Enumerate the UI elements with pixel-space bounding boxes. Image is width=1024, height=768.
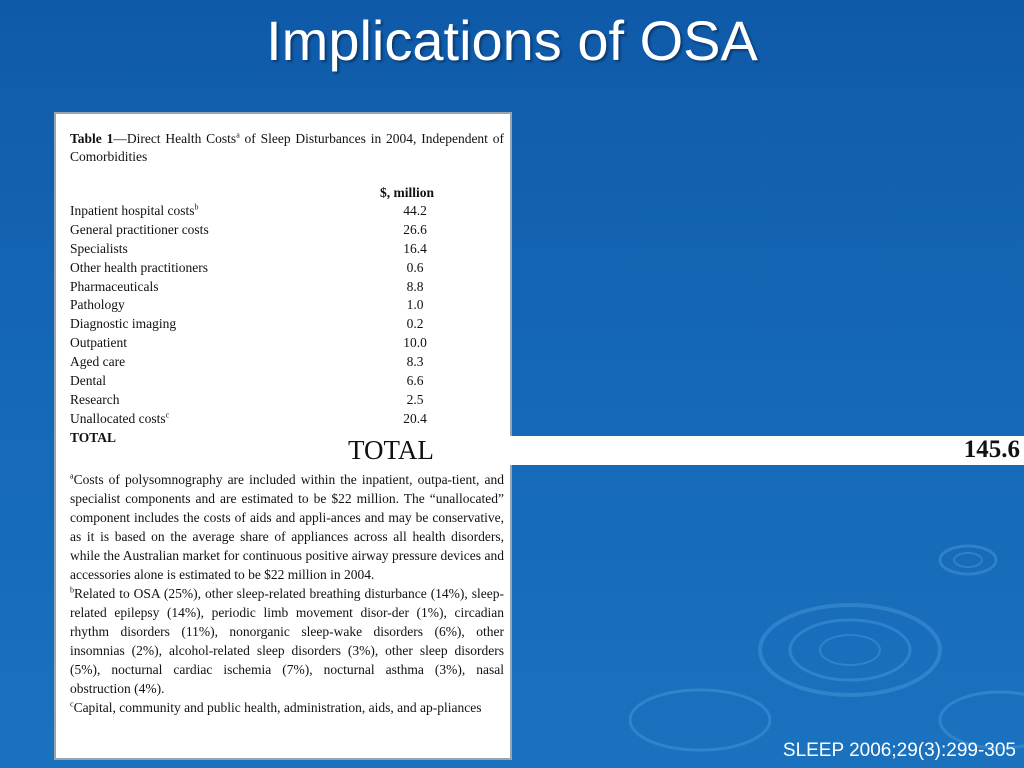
table-row <box>70 334 504 353</box>
row-footnote-mark: b <box>194 202 199 212</box>
row-value: 2.5 <box>406 391 424 407</box>
row-label: Pathology <box>70 297 125 313</box>
row-label: Unallocated costs$^c$ <box>70 410 170 426</box>
table-row <box>70 372 504 391</box>
row-value: 10.0 <box>403 335 427 351</box>
table-row <box>70 353 504 372</box>
row-label: Dental <box>70 373 106 389</box>
table-body <box>70 202 504 429</box>
row-value: 1.0 <box>406 297 424 313</box>
row-label: General practitioner costs <box>70 221 209 237</box>
table-row <box>70 296 504 315</box>
table-caption <box>70 130 504 166</box>
row-value: 20.4 <box>403 410 427 426</box>
footnote <box>70 470 504 584</box>
footnote <box>70 698 504 717</box>
slide-title: Implications of OSA <box>266 9 758 72</box>
footnote-text: Capital, community and public health, administration, aids, and ap-pliances <box>73 700 482 715</box>
zoom-total-label: TOTAL <box>348 435 434 465</box>
table-row <box>70 240 504 259</box>
table-row <box>70 202 504 221</box>
table-row <box>70 410 504 429</box>
table-label: Table 1 <box>70 131 114 146</box>
row-label: Research <box>70 391 120 407</box>
row-value: 44.2 <box>403 203 427 218</box>
table-row <box>70 259 504 278</box>
row-value: 0.6 <box>406 259 424 275</box>
row-label: Outpatient <box>70 335 127 351</box>
citation: SLEEP 2006;29(3):299-305 <box>782 740 1016 761</box>
row-value: 16.4 <box>403 240 427 256</box>
footnote-mark: b <box>70 585 74 595</box>
table-footnotes <box>70 470 504 717</box>
row-value: 6.6 <box>406 373 424 389</box>
column-header: $, million <box>380 185 435 200</box>
row-value: 8.3 <box>406 354 424 370</box>
row-label: Specialists <box>70 240 128 256</box>
table-row <box>70 278 504 297</box>
footnote-text: Costs of polysomnography are included within the inpatient, outpa-tient, and specialist components and are estimated to be $22 million. The “unallocated” component includes the costs of aids and appli-ances and may be conservative, as it is based on the average share of appliances across all health disorders, while the Australian market for continuous positive airway pressure devices and accessories alone is estimated to be $22 million in 2004. <box>70 472 504 582</box>
table-title-footnote-mark: a <box>236 130 240 140</box>
row-label: Diagnostic imaging <box>70 316 177 332</box>
row-label: Pharmaceuticals <box>70 278 159 294</box>
table-row <box>70 391 504 410</box>
row-label: Inpatient hospital costs$^b$ <box>70 202 199 218</box>
table-row <box>70 315 504 334</box>
table-title-rest: of Sleep Disturbances in 2004, Independent of Comorbidities <box>70 131 504 164</box>
footnote-mark: a <box>70 471 74 481</box>
zoom-total-value: 145.6 <box>963 436 1020 463</box>
footnote <box>70 584 504 698</box>
row-footnote-mark: c <box>165 410 170 420</box>
row-label: Other health practitioners <box>70 259 208 275</box>
footnote-mark: c <box>70 699 74 709</box>
row-value: 8.8 <box>406 278 424 294</box>
table-title: —Direct Health Costs <box>113 131 237 146</box>
table-row <box>70 221 504 240</box>
row-value: 0.2 <box>406 316 424 332</box>
total-label: TOTAL <box>70 429 117 445</box>
footnote-text: Related to OSA (25%), other sleep-related breathing disturbance (14%), sleep-related epilepsy (14%), periodic limb movement disor-der (1%), circadian rhythm disorders (11%), nonorganic sleep-wake disorders (6%), other insomnias (2%), alcohol-related sleep disorders (3%), other sleep disorders (5%), nocturnal cardiac ischemia (7%), nocturnal asthma (3%), nasal obstruction (4%). <box>70 586 504 696</box>
row-label: Aged care <box>70 354 126 370</box>
row-value: 26.6 <box>403 221 427 237</box>
